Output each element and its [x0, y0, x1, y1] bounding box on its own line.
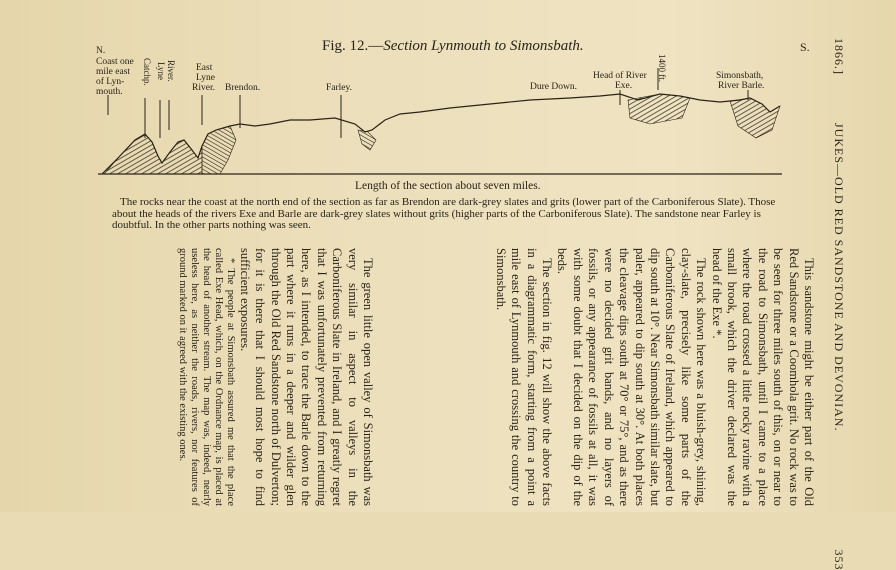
figure-number: Fig. 12.— [322, 38, 384, 54]
simonsbath-line2: River Barle. [718, 81, 765, 91]
head-exe-line2: Exe. [615, 81, 633, 91]
lyne-label: Lyne [156, 62, 166, 80]
paragraph-sandstone: This sandstone might be either part of the Old Red Sandstone or a Coomhola grit. No rock was to be seen for three miles south of this, on or near to the road to Simonsbath, until I came to a place where the road crossed a little rocky ravine with a small brook, which the driver declared was the head of the Exe *. [709, 248, 816, 506]
figure-description: The rocks near the coast at the north end of the section as far as Brendon are dark-grey slates and grits (lower part of the Carboniferous Slate). Those about the heads of the rivers Exe and Barle are dark-grey slates without grits (higher parts of the Carboniferous Slate). The sandstone near Farley is doubtful. In the other parts nothing was seen. [112, 196, 776, 231]
simonsbath-line1: Simonsbath, [716, 71, 764, 81]
figure-title-italic: Section Lynmouth to Simonsbath. [383, 38, 584, 54]
east-lyne-line3: River. [192, 83, 215, 93]
dure-down-label: Dure Down. [530, 82, 577, 92]
catchpole-label: Catchp. [142, 58, 152, 86]
coast-label-line1: Coast one [96, 57, 134, 67]
farley-label: Farley. [326, 83, 353, 93]
exe-head-slates [628, 94, 690, 124]
farley-sandstone [358, 130, 376, 150]
figure-caption: Length of the section about seven miles. [355, 180, 541, 192]
south-marker: S. [800, 40, 810, 54]
paragraph-section-fig12: The section in fig. 12 will show the above facts in a diagrammatic form, starting from a point a mile east of Lynmouth and crossing the country to Simonsbath. [493, 248, 555, 506]
running-head-year: 1866.] [832, 38, 846, 75]
east-lyne-line1: East [196, 63, 213, 73]
brendon-slates [202, 126, 236, 174]
coast-label-line4: mouth. [96, 87, 123, 97]
coastal-slates [104, 134, 202, 174]
brendon-label: Brendon. [225, 83, 261, 93]
coast-label-line2: mile east [96, 67, 131, 77]
head-exe-line1: Head of River [593, 71, 647, 81]
running-head [831, 38, 846, 570]
simonsbath-slates [730, 98, 780, 138]
height-label: 1400 ft. [657, 54, 667, 82]
page-number: 353 [832, 549, 846, 570]
figure-title [322, 38, 584, 55]
geological-section-diagram [90, 60, 790, 178]
text-column-right [492, 248, 816, 506]
running-head-title: JUKES—OLD RED SANDSTONE AND DEVONIAN. [832, 123, 846, 432]
footnote: * The people at Simonsbath assured me that the place called Exe Head, which, on the Ordnance map, is placed at the head of another stream. The map was, indeed, nearly useless here, as neither the roads, rivers, nor features of ground marked on it agreed with the existing ones. [176, 248, 237, 506]
east-lyne-line2: Lyne [196, 73, 215, 83]
coast-label-line3: of Lyn- [96, 77, 125, 87]
text-column-left [175, 248, 375, 506]
paragraph-rock-shown: The rock shown here was a bluish-grey, shining, clay-slate, precisely like some parts of the Carboniferous Slate of Ireland, which appeared to dip south at 10°. Near Simonsbath similar slate, but paler, appeared to dip south at 30°. At both places the cleavage dips south at 70° or 75°, and as there were no decided grit bands, and no layers of fossils, or any appearance of fossils at all, it was with some doubt that I decided on the dip of the beds. [555, 248, 709, 506]
lyne-river-label: River. [166, 60, 176, 82]
north-marker: N. [96, 46, 106, 56]
paragraph-simonsbath-valley: The green little open valley of Simonsbath was very similar in aspect to valleys in the Carboniferous Slate in Ireland, and I greatly regret that I was unfortunately prevented from returning here, as I intended, to trace the Barle down to the part where it runs in a deeper and wilder glen through the Old Red Sandstone north of Dulverton; for it is there that I should most hope to find sufficient exposures. [237, 248, 375, 506]
